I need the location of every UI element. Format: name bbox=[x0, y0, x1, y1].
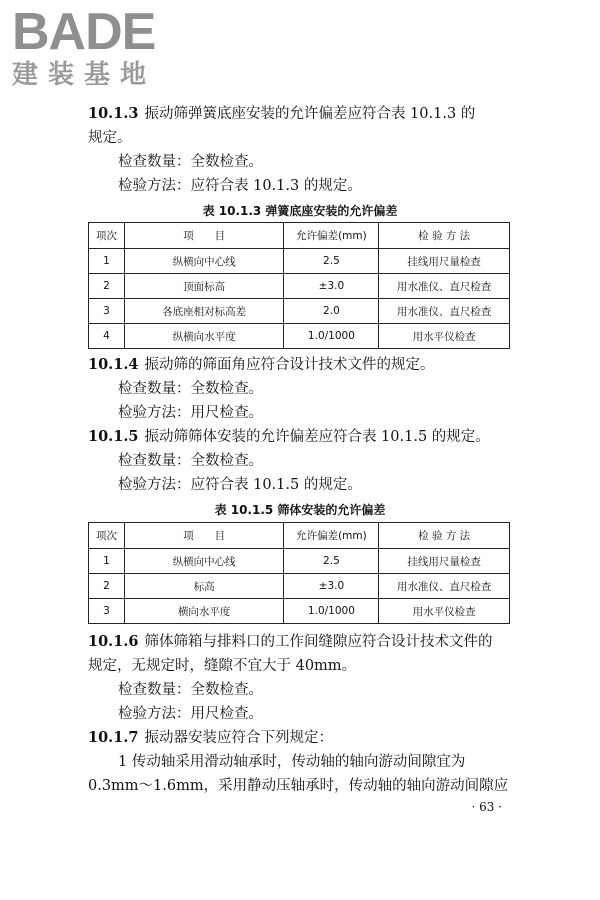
check-method-10-1-3: 检验方法：应符合表 10.1.3 的规定。 bbox=[118, 178, 362, 194]
table-row bbox=[89, 599, 510, 624]
cell-item: 标高 bbox=[124, 574, 284, 599]
cell-method: 挂线用尺量检查 bbox=[379, 249, 510, 274]
section-number: 10.1.4 bbox=[88, 356, 139, 373]
section-10-1-4 bbox=[88, 353, 518, 377]
check-quantity-10-1-4: 检查数量：全数检查。 bbox=[118, 381, 263, 397]
cell-method: 用水准仪、直尺检查 bbox=[379, 574, 510, 599]
table-10-1-5 bbox=[88, 522, 510, 624]
table-row bbox=[89, 574, 510, 599]
header-tolerance: 允许偏差(mm) bbox=[284, 223, 379, 249]
cell-method: 用水准仪、直尺检查 bbox=[379, 299, 510, 324]
logo-main-text: BADE bbox=[12, 3, 156, 61]
table-row bbox=[89, 274, 510, 299]
cell-index: 2 bbox=[89, 574, 125, 599]
header-method: 检 验 方 法 bbox=[379, 223, 510, 249]
cell-item: 纵横向中心线 bbox=[124, 249, 284, 274]
section-10-1-6-line2: 规定，无规定时，缝隙不宜大于 40mm。 bbox=[88, 658, 357, 674]
table-header-row bbox=[89, 223, 510, 249]
logo-sub-text: 建装基地 bbox=[12, 60, 157, 90]
table-10-1-5-caption: 表 10.1.5 筛体安装的允许偏差 bbox=[214, 503, 386, 517]
cell-method: 用水准仪、直尺检查 bbox=[379, 274, 510, 299]
cell-index: 2 bbox=[89, 274, 125, 299]
cell-tolerance: 1.0/1000 bbox=[284, 324, 379, 349]
table-row bbox=[89, 299, 510, 324]
section-text: 振动器安装应符合下列规定： bbox=[144, 730, 333, 746]
cell-method: 用水平仪检查 bbox=[379, 599, 510, 624]
section-text: 筛体筛箱与排料口的工作间缝隙应符合设计技术文件的 bbox=[144, 634, 493, 650]
section-10-1-3-line2: 规定。 bbox=[88, 130, 132, 146]
section-number: 10.1.3 bbox=[88, 105, 139, 122]
section-number: 10.1.5 bbox=[88, 428, 139, 445]
cell-index: 3 bbox=[89, 599, 125, 624]
cell-method: 用水平仪检查 bbox=[379, 324, 510, 349]
section-text: 振动筛弹簧底座安装的允许偏差应符合表 10.1.3 的 bbox=[144, 106, 476, 122]
header-index: 项次 bbox=[89, 223, 125, 249]
check-quantity-10-1-3: 检查数量：全数检查。 bbox=[118, 154, 263, 170]
cell-index: 4 bbox=[89, 324, 125, 349]
table-header-row bbox=[89, 523, 510, 549]
cell-item: 横向水平度 bbox=[124, 599, 284, 624]
cell-item: 纵横向中心线 bbox=[124, 549, 284, 574]
header-index: 项次 bbox=[89, 523, 125, 549]
cell-index: 1 bbox=[89, 249, 125, 274]
cell-method: 挂线用尺量检查 bbox=[379, 549, 510, 574]
check-method-10-1-5: 检验方法：应符合表 10.1.5 的规定。 bbox=[118, 477, 362, 493]
header-method: 检 验 方 法 bbox=[379, 523, 510, 549]
table-row bbox=[89, 549, 510, 574]
cell-tolerance: 2.5 bbox=[284, 549, 379, 574]
cell-item: 顶面标高 bbox=[124, 274, 284, 299]
check-quantity-10-1-5: 检查数量：全数检查。 bbox=[118, 453, 263, 469]
table-10-1-3 bbox=[88, 222, 510, 349]
section-10-1-3-line1 bbox=[88, 102, 518, 126]
cell-tolerance: ±3.0 bbox=[284, 274, 379, 299]
check-quantity-10-1-6: 检查数量：全数检查。 bbox=[118, 682, 263, 698]
section-10-1-7-item1-line1: 1 传动轴采用滑动轴承时，传动轴的轴向游动间隙宜为 bbox=[118, 754, 466, 770]
section-number: 10.1.6 bbox=[88, 633, 139, 650]
cell-item: 纵横向水平度 bbox=[124, 324, 284, 349]
header-item: 项 目 bbox=[124, 523, 284, 549]
cell-tolerance: 2.5 bbox=[284, 249, 379, 274]
cell-item: 各底座相对标高差 bbox=[124, 299, 284, 324]
section-text: 振动筛筛体安装的允许偏差应符合表 10.1.5 的规定。 bbox=[144, 429, 490, 445]
page-number: · 63 · bbox=[471, 800, 502, 814]
header-tolerance: 允许偏差(mm) bbox=[284, 523, 379, 549]
section-10-1-7-item1-line2: 0.3mm～1.6mm，采用静动压轴承时，传动轴的轴向游动间隙应 bbox=[88, 778, 509, 794]
cell-index: 1 bbox=[89, 549, 125, 574]
table-row bbox=[89, 324, 510, 349]
logo bbox=[12, 3, 182, 90]
check-method-10-1-6: 检验方法：用尺检查。 bbox=[118, 706, 263, 722]
section-10-1-6-line1 bbox=[88, 630, 518, 654]
cell-tolerance: 2.0 bbox=[284, 299, 379, 324]
header-item: 项 目 bbox=[124, 223, 284, 249]
section-10-1-5 bbox=[88, 425, 518, 449]
check-method-10-1-4: 检验方法：用尺检查。 bbox=[118, 405, 263, 421]
section-number: 10.1.7 bbox=[88, 729, 139, 746]
section-text: 振动筛的筛面角应符合设计技术文件的规定。 bbox=[144, 357, 435, 373]
cell-tolerance: 1.0/1000 bbox=[284, 599, 379, 624]
cell-index: 3 bbox=[89, 299, 125, 324]
cell-tolerance: ±3.0 bbox=[284, 574, 379, 599]
table-10-1-3-caption: 表 10.1.3 弹簧底座安装的允许偏差 bbox=[202, 204, 398, 218]
table-row bbox=[89, 249, 510, 274]
section-10-1-7 bbox=[88, 726, 518, 750]
